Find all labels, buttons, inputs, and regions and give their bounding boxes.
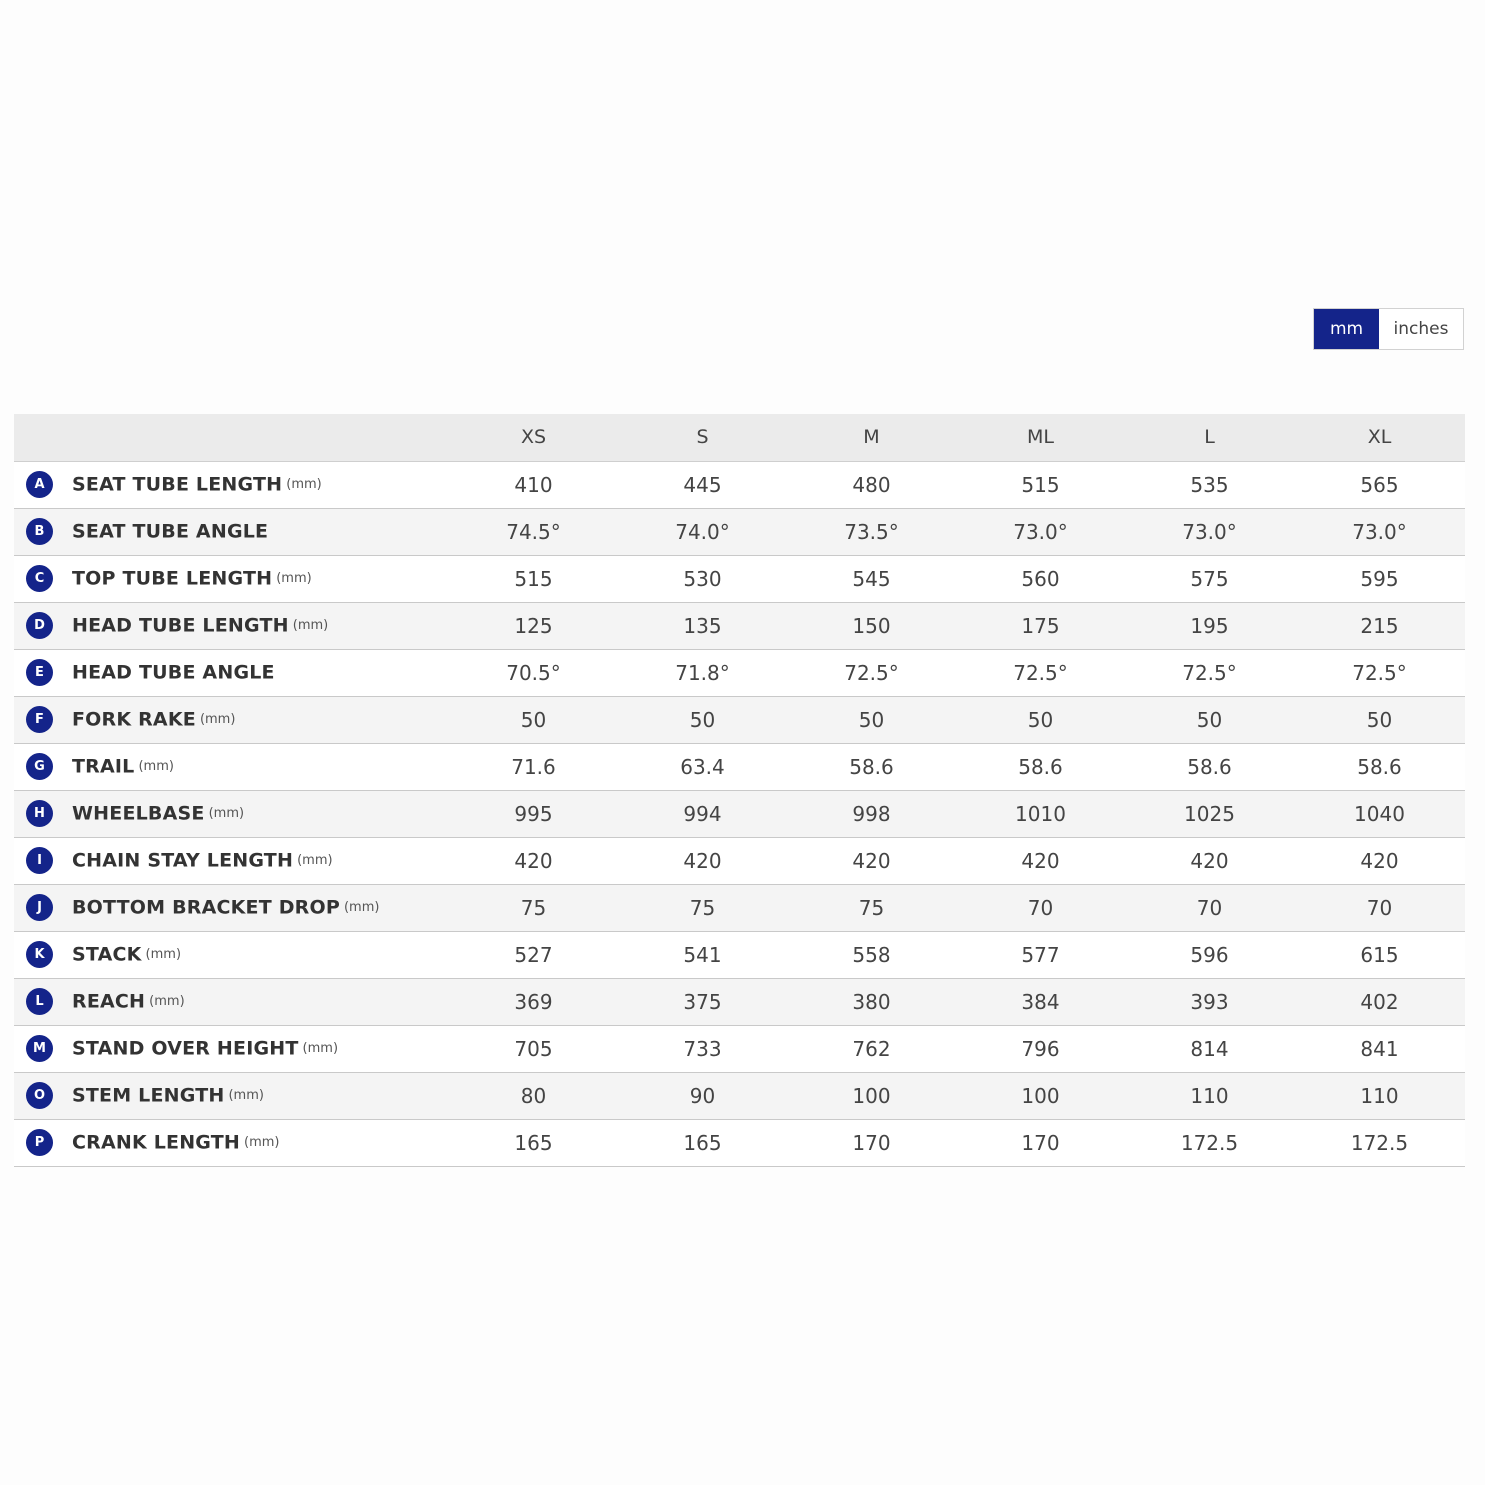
value-cell: 50: [858, 707, 885, 732]
measurement-letter-badge: D: [26, 612, 53, 639]
value-cell: 72.5°: [1182, 660, 1237, 685]
value-cell: 73.0°: [1352, 519, 1407, 544]
value-cell: 172.5: [1350, 1130, 1409, 1155]
value-cell: 125: [514, 613, 553, 638]
size-header: M: [787, 414, 956, 461]
value-cell: 73.5°: [844, 519, 899, 544]
value-cell: 1010: [1015, 801, 1066, 826]
value-cell: 70: [1366, 895, 1393, 920]
value-cell: 72.5°: [1352, 660, 1407, 685]
measurement-name: REACH: [72, 990, 146, 1013]
value-cell: 380: [852, 989, 891, 1014]
value-cell: 994: [683, 801, 722, 826]
value-cell: 480: [852, 472, 891, 497]
measurement-unit: (mm): [343, 900, 380, 915]
value-cell: 558: [852, 942, 891, 967]
value-cell: 71.6: [511, 754, 556, 779]
row-label-cell: [14, 743, 449, 790]
table-row: [14, 884, 1465, 931]
measurement-name: STEM LENGTH: [72, 1084, 225, 1107]
value-cell: 170: [852, 1130, 891, 1155]
value-cell: 70: [1196, 895, 1223, 920]
value-cell: 70.5°: [506, 660, 561, 685]
row-label-cell: [14, 1119, 449, 1166]
table-row: [14, 931, 1465, 978]
measurement-name: BOTTOM BRACKET DROP: [72, 896, 340, 919]
table-row: [14, 508, 1465, 555]
value-cell: 384: [1021, 989, 1060, 1014]
measurement-letter-badge: F: [26, 706, 53, 733]
value-cell: 100: [852, 1083, 891, 1108]
measurement-unit: (mm): [138, 759, 174, 774]
value-cell: 420: [1360, 848, 1399, 873]
measurement-letter-badge: E: [26, 659, 53, 686]
value-cell: 70: [1027, 895, 1054, 920]
table-body: [14, 461, 1465, 1166]
table-row: [14, 978, 1465, 1025]
table-header-row: [14, 414, 1465, 461]
size-header: XS: [449, 414, 618, 461]
row-label-cell: [14, 1072, 449, 1119]
value-cell: 63.4: [680, 754, 725, 779]
value-cell: 73.0°: [1182, 519, 1237, 544]
value-cell: 215: [1360, 613, 1399, 638]
measurement-letter-badge: O: [26, 1082, 53, 1109]
value-cell: 560: [1021, 566, 1060, 591]
value-cell: 72.5°: [844, 660, 899, 685]
value-cell: 1025: [1184, 801, 1235, 826]
measurement-letter-badge: C: [26, 565, 53, 592]
measurement-letter-badge: P: [26, 1129, 53, 1156]
value-cell: 58.6: [849, 754, 894, 779]
value-cell: 50: [1196, 707, 1223, 732]
value-cell: 195: [1190, 613, 1229, 638]
size-header: S: [618, 414, 787, 461]
measurement-name: FORK RAKE: [72, 708, 196, 731]
measurement-unit: (mm): [302, 1041, 339, 1056]
value-cell: 90: [689, 1083, 716, 1108]
measurement-unit: (mm): [145, 947, 182, 962]
measurement-name: HEAD TUBE LENGTH: [72, 614, 289, 637]
measurement-name: SEAT TUBE ANGLE: [72, 520, 269, 543]
row-label-cell: [14, 461, 449, 508]
value-cell: 841: [1360, 1036, 1399, 1061]
value-cell: 575: [1190, 566, 1229, 591]
row-label-cell: [14, 508, 449, 555]
value-cell: 74.5°: [506, 519, 561, 544]
value-cell: 110: [1190, 1083, 1229, 1108]
measurement-unit: (mm): [208, 806, 245, 821]
value-cell: 530: [683, 566, 722, 591]
table-row: [14, 1025, 1465, 1072]
value-cell: 172.5: [1180, 1130, 1239, 1155]
row-label-cell: [14, 555, 449, 602]
measurement-name: HEAD TUBE ANGLE: [72, 661, 275, 684]
measurement-name: WHEELBASE: [72, 802, 205, 825]
measurement-unit: (mm): [297, 853, 333, 868]
row-label-cell: [14, 884, 449, 931]
value-cell: 796: [1021, 1036, 1060, 1061]
value-cell: 445: [683, 472, 722, 497]
measurement-letter-badge: A: [26, 471, 53, 498]
row-label-cell: [14, 649, 449, 696]
value-cell: 420: [514, 848, 553, 873]
value-cell: 58.6: [1357, 754, 1402, 779]
table-row: [14, 790, 1465, 837]
value-cell: 995: [514, 801, 553, 826]
row-label-cell: [14, 790, 449, 837]
measurement-unit: (mm): [244, 1135, 280, 1150]
value-cell: 74.0°: [675, 519, 730, 544]
value-cell: 135: [683, 613, 722, 638]
value-cell: 375: [683, 989, 722, 1014]
value-cell: 72.5°: [1013, 660, 1068, 685]
measurement-letter-badge: B: [26, 518, 53, 545]
measurement-letter-badge: L: [26, 988, 53, 1015]
value-cell: 541: [683, 942, 722, 967]
value-cell: 762: [852, 1036, 891, 1061]
value-cell: 100: [1021, 1083, 1060, 1108]
measurement-letter-badge: G: [26, 753, 53, 780]
value-cell: 80: [520, 1083, 547, 1108]
measurement-letter-badge: J: [26, 894, 53, 921]
measurement-unit: (mm): [292, 618, 329, 633]
value-cell: 615: [1360, 942, 1399, 967]
value-cell: 369: [514, 989, 553, 1014]
value-cell: 50: [1366, 707, 1393, 732]
value-cell: 73.0°: [1013, 519, 1068, 544]
value-cell: 58.6: [1187, 754, 1232, 779]
size-header: L: [1125, 414, 1294, 461]
value-cell: 175: [1021, 613, 1060, 638]
size-header: XL: [1294, 414, 1465, 461]
row-label-cell: [14, 837, 449, 884]
value-cell: 420: [683, 848, 722, 873]
value-cell: 170: [1021, 1130, 1060, 1155]
value-cell: 410: [514, 472, 553, 497]
row-label-cell: [14, 696, 449, 743]
table-row: [14, 461, 1465, 508]
value-cell: 1040: [1354, 801, 1405, 826]
value-cell: 50: [689, 707, 716, 732]
measurement-letter-badge: H: [26, 800, 53, 827]
value-cell: 705: [514, 1036, 553, 1061]
measurement-name: CRANK LENGTH: [72, 1131, 241, 1154]
table-row: [14, 1072, 1465, 1119]
measurement-letter-badge: I: [26, 847, 53, 874]
table-row: [14, 837, 1465, 884]
table-row: [14, 696, 1465, 743]
value-cell: 165: [514, 1130, 553, 1155]
measurement-name: CHAIN STAY LENGTH: [72, 849, 294, 872]
value-cell: 58.6: [1018, 754, 1063, 779]
value-cell: 402: [1360, 989, 1399, 1014]
row-label-cell: [14, 1025, 449, 1072]
table-row: [14, 1119, 1465, 1166]
value-cell: 545: [852, 566, 891, 591]
value-cell: 75: [858, 895, 885, 920]
value-cell: 420: [1190, 848, 1229, 873]
size-header: ML: [956, 414, 1125, 461]
unit-inches-button[interactable]: inches: [1379, 309, 1463, 349]
table-row: [14, 743, 1465, 790]
value-cell: 75: [689, 895, 716, 920]
row-label-cell: [14, 978, 449, 1025]
value-cell: 527: [514, 942, 553, 967]
measurement-unit: (mm): [276, 571, 312, 586]
measurement-name: STAND OVER HEIGHT: [72, 1037, 299, 1060]
table-row: [14, 649, 1465, 696]
unit-toggle: [1313, 308, 1464, 350]
value-cell: 733: [683, 1036, 722, 1061]
measurement-letter-badge: M: [26, 1035, 53, 1062]
measurement-unit: (mm): [149, 994, 185, 1009]
value-cell: 515: [514, 566, 553, 591]
value-cell: 50: [520, 707, 547, 732]
value-cell: 565: [1360, 472, 1399, 497]
value-cell: 50: [1027, 707, 1054, 732]
value-cell: 998: [852, 801, 891, 826]
value-cell: 596: [1190, 942, 1229, 967]
measurement-unit: (mm): [286, 477, 322, 492]
value-cell: 814: [1190, 1036, 1229, 1061]
table-row: [14, 555, 1465, 602]
measurement-letter-badge: K: [26, 941, 53, 968]
value-cell: 515: [1021, 472, 1060, 497]
value-cell: 165: [683, 1130, 722, 1155]
measurement-name: TRAIL: [72, 755, 135, 778]
unit-mm-button[interactable]: mm: [1314, 309, 1379, 349]
measurement-unit: (mm): [228, 1088, 264, 1103]
row-label-cell: [14, 931, 449, 978]
value-cell: 420: [1021, 848, 1060, 873]
value-cell: 577: [1021, 942, 1060, 967]
value-cell: 393: [1190, 989, 1229, 1014]
value-cell: 110: [1360, 1083, 1399, 1108]
header-label-column: [14, 414, 449, 461]
row-label-cell: [14, 602, 449, 649]
measurement-name: STACK: [72, 943, 142, 966]
value-cell: 535: [1190, 472, 1229, 497]
geometry-table: [14, 414, 1465, 1167]
measurement-name: TOP TUBE LENGTH: [72, 567, 273, 590]
value-cell: 595: [1360, 566, 1399, 591]
measurement-name: SEAT TUBE LENGTH: [72, 473, 283, 496]
value-cell: 75: [520, 895, 547, 920]
value-cell: 420: [852, 848, 891, 873]
table-row: [14, 602, 1465, 649]
measurement-unit: (mm): [199, 712, 236, 727]
value-cell: 71.8°: [675, 660, 730, 685]
value-cell: 150: [852, 613, 891, 638]
